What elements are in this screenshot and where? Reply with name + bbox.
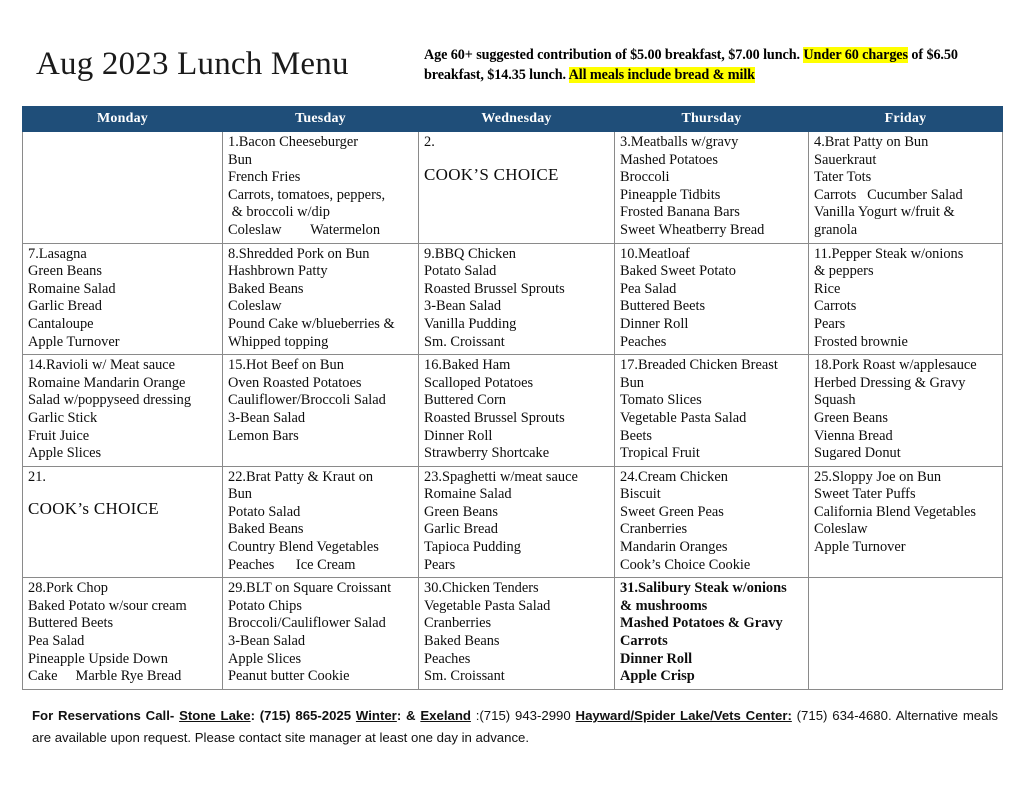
- menu-item-line: 31.Salibury Steak w/onions: [620, 580, 787, 597]
- menu-item-line: Pears: [814, 315, 846, 332]
- menu-day-cell: [419, 132, 615, 244]
- menu-item-line: 3.Meatballs w/gravy: [620, 134, 739, 150]
- page-title: Aug 2023 Lunch Menu: [36, 46, 349, 82]
- menu-item-line: Apple Slices: [28, 445, 102, 462]
- menu-day-cell: [809, 243, 1003, 355]
- menu-item-line: Broccoli/Cauliflower Salad: [228, 615, 386, 632]
- menu-item-line: 8.Shredded Pork on Bun: [228, 245, 370, 262]
- menu-item-line: Herbed Dressing & Gravy: [814, 374, 966, 391]
- menu-item-line: Lemon Bars: [228, 427, 299, 444]
- menu-item-line: Peaches: [424, 650, 471, 667]
- menu-item-line: Salad w/poppyseed dressing: [28, 392, 192, 409]
- pricing-note-part1: Age 60+ suggested contribution of $5.00 breakfast, $7.00 lunch.: [424, 47, 804, 63]
- menu-item-line: Oven Roasted Potatoes: [228, 374, 362, 391]
- menu-item-line: Coleslaw: [814, 521, 868, 538]
- menu-item-line: Strawberry Shortcake: [424, 445, 550, 462]
- menu-day-cell: [223, 578, 419, 690]
- menu-item-line: 9.BBQ Chicken: [424, 245, 516, 262]
- menu-item-line: Vienna Bread: [814, 427, 893, 444]
- menu-item-line: Bun: [620, 374, 644, 391]
- menu-item-line: Frosted Banana Bars: [620, 204, 740, 221]
- menu-item-line: Mashed Potatoes & Gravy: [620, 615, 783, 632]
- menu-item-line: Hashbrown Patty: [228, 263, 328, 280]
- menu-item-line: Carrots Cucumber Salad: [814, 186, 963, 203]
- menu-item-line: 15.Hot Beef on Bun: [228, 357, 344, 374]
- menu-item-line: Pineapple Tidbits: [620, 186, 721, 203]
- menu-item-line: 4.Brat Patty on Bun: [814, 134, 929, 150]
- menu-item-line: 2.: [424, 134, 435, 150]
- menu-item-line: Frosted brownie: [814, 333, 908, 350]
- menu-item-line: Baked Beans: [424, 633, 500, 650]
- menu-day-cell: [615, 466, 809, 578]
- menu-table-head: [23, 107, 1003, 132]
- menu-item-line: COOK’s CHOICE: [28, 499, 159, 519]
- menu-item-line: Coleslaw Watermelon: [228, 221, 381, 238]
- menu-item-line: 18.Pork Roast w/applesauce: [814, 357, 977, 374]
- menu-day-cell: [223, 466, 419, 578]
- menu-day-cell: [615, 132, 809, 244]
- menu-item-line: Tapioca Pudding: [424, 539, 521, 556]
- menu-item-line: 3-Bean Salad: [424, 298, 502, 315]
- menu-item-line: granola: [814, 221, 858, 238]
- menu-day-cell: [23, 466, 223, 578]
- menu-item-line: Cake Marble Rye Bread: [28, 668, 182, 685]
- menu-item-line: Apple Crisp: [620, 668, 695, 685]
- menu-item-line: French Fries: [228, 169, 301, 186]
- footer-segment: : (715) 865-2025: [250, 708, 356, 723]
- menu-item-line: Vegetable Pasta Salad: [424, 597, 551, 614]
- footer-segment: Winter: [355, 708, 397, 723]
- menu-item-line: Green Beans: [424, 503, 498, 520]
- menu-item-line: 22.Brat Patty & Kraut on: [228, 468, 374, 485]
- menu-item-line: Sm. Croissant: [424, 333, 505, 350]
- menu-week-row: [23, 466, 1003, 578]
- menu-day-cell: [23, 132, 223, 244]
- menu-item-line: Cranberries: [424, 615, 492, 632]
- menu-week-row: [23, 355, 1003, 467]
- day-header-row: [23, 107, 1003, 132]
- menu-item-line: Pears: [424, 556, 456, 573]
- menu-item-line: Romaine Mandarin Orange: [28, 374, 186, 391]
- footer-segment: Hayward/Spider Lake/Vets Center:: [575, 708, 792, 723]
- menu-item-line: 10.Meatloaf: [620, 245, 690, 262]
- menu-day-cell: [23, 243, 223, 355]
- menu-item-line: Vanilla Yogurt w/fruit &: [814, 204, 955, 221]
- menu-item-line: Buttered Beets: [620, 298, 706, 315]
- menu-item-line: Cantaloupe: [28, 315, 94, 332]
- menu-item-line: Pineapple Upside Down: [28, 650, 168, 667]
- menu-item-line: Pea Salad: [620, 280, 677, 297]
- menu-item-line: Baked Beans: [228, 521, 304, 538]
- menu-item-line: Pound Cake w/blueberries &: [228, 315, 395, 332]
- menu-item-line: Garlic Stick: [28, 409, 98, 426]
- menu-day-cell: [223, 132, 419, 244]
- menu-item-line: Potato Salad: [228, 503, 301, 520]
- menu-day-cell: [615, 243, 809, 355]
- menu-item-line: Sauerkraut: [814, 151, 877, 168]
- menu-item-line: Apple Turnover: [814, 539, 906, 556]
- menu-item-line: 14.Ravioli w/ Meat sauce: [28, 357, 176, 374]
- menu-item-line: Peaches Ice Cream: [228, 556, 356, 573]
- menu-item-line: Garlic Bread: [424, 521, 498, 538]
- menu-item-line: 3-Bean Salad: [228, 633, 306, 650]
- menu-item-line: Dinner Roll: [620, 650, 693, 667]
- menu-item-line: 28.Pork Chop: [28, 580, 108, 597]
- menu-day-cell: [419, 578, 615, 690]
- day-header-thursday: Thursday: [615, 107, 809, 132]
- menu-item-line: Bun: [228, 151, 252, 168]
- pricing-note-highlight2: All meals include bread & milk: [568, 67, 755, 84]
- menu-item-line: & broccoli w/dip: [228, 204, 330, 221]
- menu-item-line: Tomato Slices: [620, 392, 702, 409]
- menu-item-line: Country Blend Vegetables: [228, 539, 379, 556]
- menu-item-line: Cauliflower/Broccoli Salad: [228, 392, 386, 409]
- footer-segment: :(715) 943-2990: [470, 708, 576, 723]
- menu-day-cell: [223, 355, 419, 467]
- menu-day-cell: [809, 578, 1003, 690]
- menu-item-line: 3-Bean Salad: [228, 409, 306, 426]
- footer-segment: Stone Lake: [179, 708, 251, 723]
- menu-item-line: 25.Sloppy Joe on Bun: [814, 468, 942, 485]
- menu-item-line: Peaches: [620, 333, 667, 350]
- menu-item-line: 11.Pepper Steak w/onions: [814, 245, 964, 262]
- day-header-friday: Friday: [809, 107, 1003, 132]
- menu-item-line: Carrots: [814, 298, 857, 315]
- menu-item-line: 23.Spaghetti w/meat sauce: [424, 468, 578, 485]
- menu-item-line: Fruit Juice: [28, 427, 90, 444]
- menu-item-line: Carrots, tomatoes, peppers,: [228, 186, 386, 203]
- menu-item-line: Whipped topping: [228, 333, 329, 350]
- menu-item-line: Cook’s Choice Cookie: [620, 556, 751, 573]
- menu-item-line: Romaine Salad: [28, 280, 116, 297]
- menu-item-line: Mashed Potatoes: [620, 151, 718, 168]
- pricing-note-part2: of $6.50 breakfast, $14.35 lunch.: [424, 47, 958, 84]
- menu-item-line: Cranberries: [620, 521, 688, 538]
- menu-item-line: 29.BLT on Square Croissant: [228, 580, 392, 597]
- menu-item-line: Dinner Roll: [424, 427, 493, 444]
- menu-item-line: Apple Slices: [228, 650, 302, 667]
- menu-item-line: California Blend Vegetables: [814, 503, 976, 520]
- menu-day-cell: [615, 578, 809, 690]
- day-header-wednesday: Wednesday: [419, 107, 615, 132]
- pricing-note-highlight1: Under 60 charges: [803, 47, 908, 63]
- menu-item-line: Beets: [620, 427, 652, 444]
- menu-day-cell: [223, 243, 419, 355]
- menu-day-cell: [419, 355, 615, 467]
- menu-day-cell: [809, 466, 1003, 578]
- menu-item-line: Scalloped Potatoes: [424, 374, 534, 391]
- menu-item-line: 7.Lasagna: [28, 245, 87, 262]
- menu-item-line: & mushrooms: [620, 597, 708, 614]
- footer-segment: For Reservations Call-: [32, 708, 180, 723]
- menu-table: [22, 106, 1003, 690]
- menu-item-line: Bun: [228, 486, 252, 503]
- menu-item-line: Baked Sweet Potato: [620, 263, 736, 280]
- menu-item-line: Vanilla Pudding: [424, 315, 517, 332]
- menu-item-line: Roasted Brussel Sprouts: [424, 280, 565, 297]
- menu-item-line: Biscuit: [620, 486, 661, 503]
- menu-item-line: COOK’S CHOICE: [424, 164, 559, 184]
- menu-item-line: Sweet Green Peas: [620, 503, 724, 520]
- menu-item-line: 24.Cream Chicken: [620, 468, 728, 485]
- menu-day-cell: [419, 466, 615, 578]
- menu-item-line: Baked Potato w/sour cream: [28, 597, 187, 614]
- menu-item-line: Pea Salad: [28, 633, 85, 650]
- menu-item-line: Romaine Salad: [424, 486, 512, 503]
- menu-item-line: Tropical Fruit: [620, 445, 700, 462]
- menu-item-line: Roasted Brussel Sprouts: [424, 409, 565, 426]
- pricing-note: [424, 45, 1010, 85]
- menu-item-line: Coleslaw: [228, 298, 282, 315]
- menu-item-line: Buttered Beets: [28, 615, 114, 632]
- menu-week-row: [23, 243, 1003, 355]
- menu-item-line: Sweet Wheatberry Bread: [620, 221, 765, 238]
- menu-item-line: & peppers: [814, 263, 874, 280]
- menu-week-row: [23, 578, 1003, 690]
- menu-item-line: Tater Tots: [814, 169, 872, 186]
- day-header-monday: Monday: [23, 107, 223, 132]
- menu-item-line: Apple Turnover: [28, 333, 120, 350]
- menu-item-line: Broccoli: [620, 169, 670, 186]
- menu-item-line: Buttered Corn: [424, 392, 506, 409]
- menu-item-line: 17.Breaded Chicken Breast: [620, 357, 778, 374]
- menu-item-line: Sugared Donut: [814, 445, 901, 462]
- menu-item-line: Potato Salad: [424, 263, 497, 280]
- menu-week-row: [23, 132, 1003, 244]
- footer-segment: : &: [396, 708, 421, 723]
- menu-item-line: Green Beans: [814, 409, 888, 426]
- menu-item-line: Sweet Tater Puffs: [814, 486, 916, 503]
- menu-item-line: Vegetable Pasta Salad: [620, 409, 747, 426]
- menu-day-cell: [23, 578, 223, 690]
- menu-day-cell: [419, 243, 615, 355]
- menu-item-line: 30.Chicken Tenders: [424, 580, 539, 597]
- menu-item-line: Garlic Bread: [28, 298, 102, 315]
- menu-item-line: Peanut butter Cookie: [228, 668, 350, 685]
- menu-item-line: Baked Beans: [228, 280, 304, 297]
- menu-item-line: Potato Chips: [228, 597, 302, 614]
- menu-item-line: Rice: [814, 280, 841, 297]
- menu-table-body: [23, 132, 1003, 690]
- menu-item-line: Sm. Croissant: [424, 668, 505, 685]
- menu-item-line: Green Beans: [28, 263, 102, 280]
- menu-day-cell: [615, 355, 809, 467]
- footer-segment: Exeland: [420, 708, 471, 723]
- menu-day-cell: [809, 355, 1003, 467]
- footer-reservations-note: [32, 705, 998, 749]
- menu-item-line: 1.Bacon Cheeseburger: [228, 134, 359, 150]
- footer-segment: (715) 634-4680. Alternative meals are available upon request. Please contact site manager at least one day in advance.: [32, 708, 999, 745]
- menu-item-line: 16.Baked Ham: [424, 357, 511, 374]
- menu-item-line: Squash: [814, 392, 856, 409]
- menu-item-line: Carrots: [620, 633, 668, 650]
- menu-item-line: 21.: [28, 468, 46, 485]
- menu-item-line: Dinner Roll: [620, 315, 689, 332]
- day-header-tuesday: Tuesday: [223, 107, 419, 132]
- menu-day-cell: [809, 132, 1003, 244]
- page-header: [0, 34, 1024, 104]
- menu-day-cell: [23, 355, 223, 467]
- menu-item-line: Mandarin Oranges: [620, 539, 728, 556]
